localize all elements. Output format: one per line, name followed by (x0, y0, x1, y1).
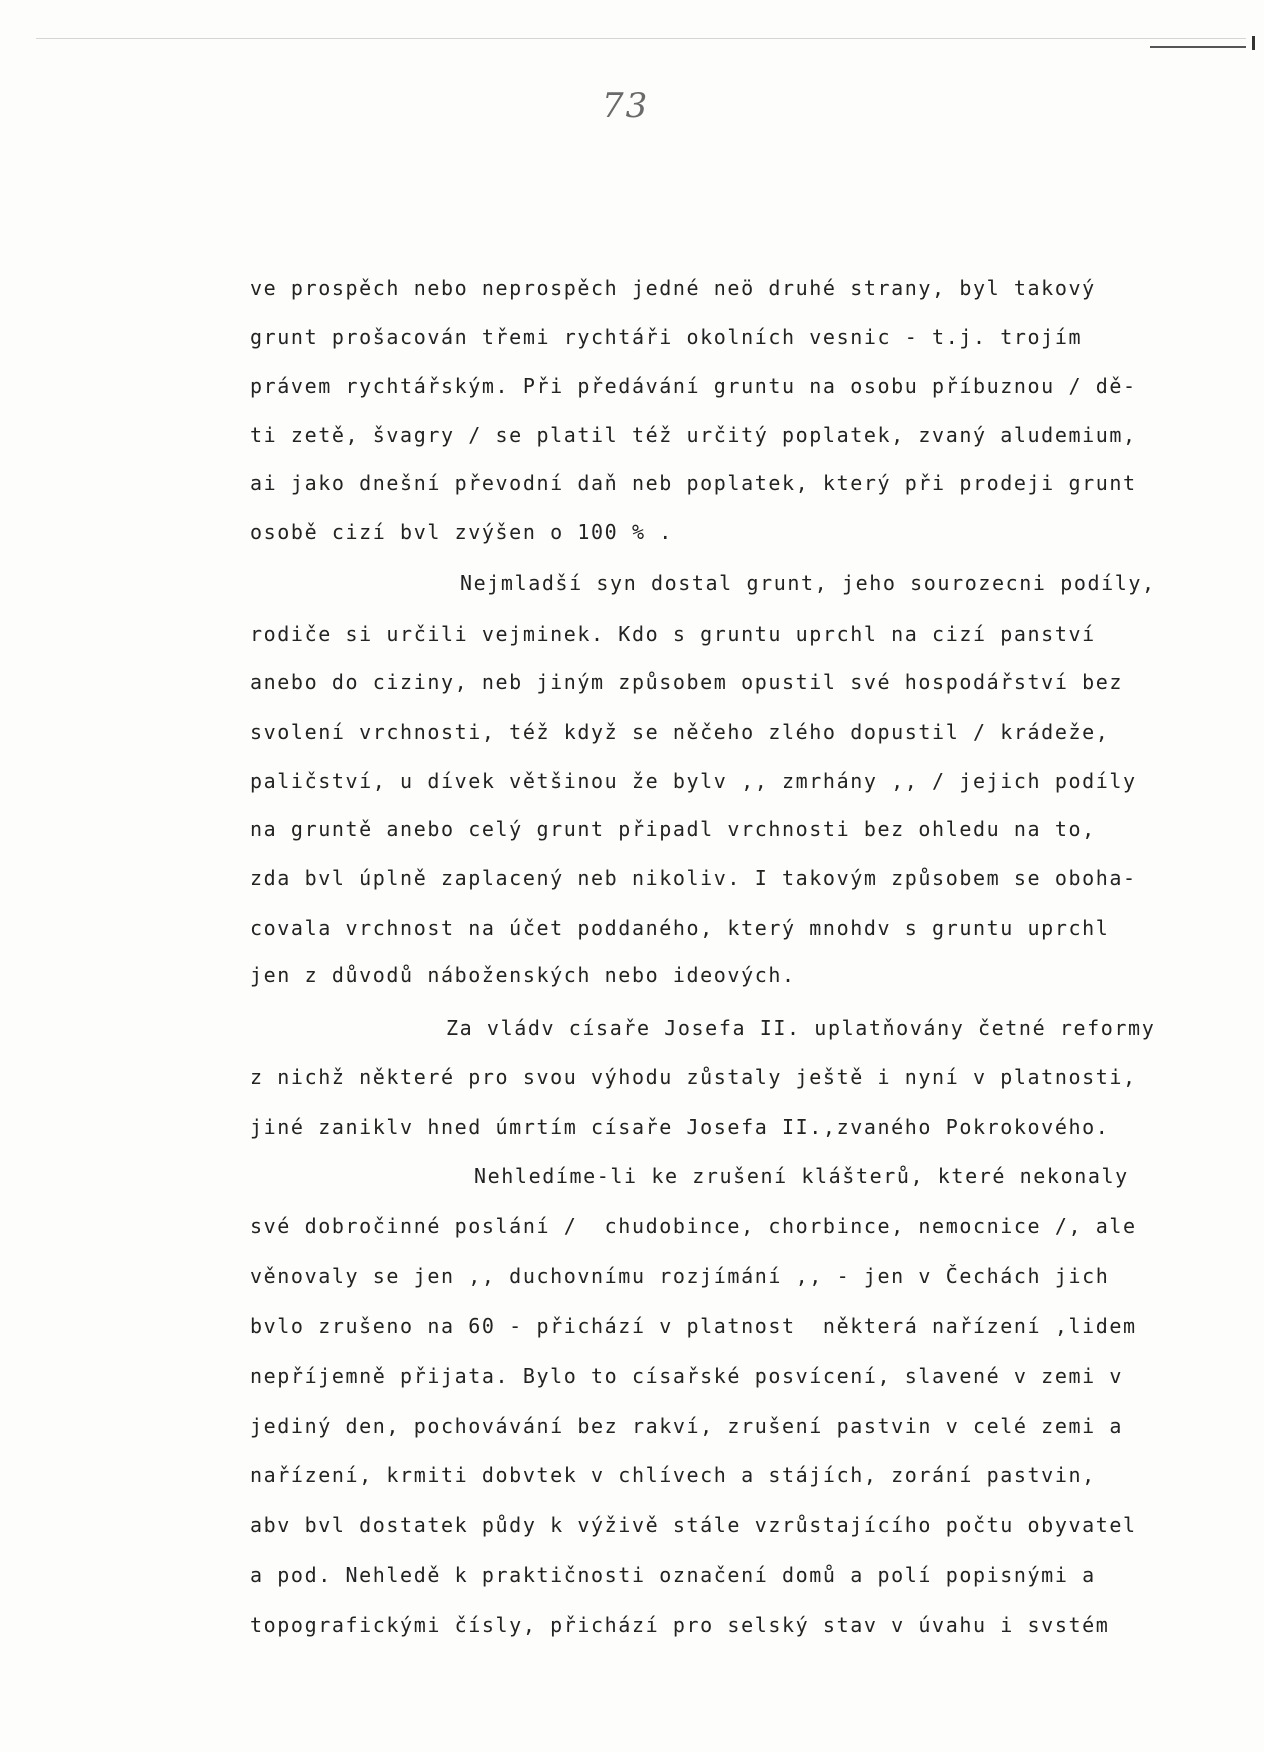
text-line: ai jako dnešní převodní daň neb poplatek, který při prodeji grunt (250, 471, 1137, 495)
text-line: své dobročinné poslání / chudobince, chorbince, nemocnice /, ale (250, 1214, 1137, 1238)
text-line: rodiče si určili vejminek. Kdo s gruntu uprchl na cizí panství (250, 622, 1096, 646)
text-line: paličství, u dívek většinou že bylv ,, zmrhány ,, / jejich podíly (250, 769, 1137, 793)
text-line: právem rychtářským. Při předávání gruntu na osobu příbuznou / dě- (250, 374, 1137, 398)
text-line: osobě cizí bvl zvýšen o 100 % . (250, 520, 673, 544)
page-number: 73 (602, 86, 650, 126)
text-line: ti zetě, švagry / se platil též určitý poplatek, zvaný aludemium, (250, 423, 1137, 447)
text-line: bvlo zrušeno na 60 - přichází v platnost některá nařízení ,lidem (250, 1314, 1137, 1338)
text-line: z nichž některé pro svou výhodu zůstaly ještě i nyní v platnosti, (250, 1065, 1137, 1089)
text-line: abv bvl dostatek půdy k výživě stále vzrůstajícího počtu obyvatel (250, 1513, 1137, 1537)
text-line: jediný den, pochovávání bez rakví, zrušení pastvin v celé zemi a (250, 1414, 1124, 1438)
text-line: anebo do ciziny, neb jiným způsobem opustil své hospodářství bez (250, 670, 1124, 694)
text-line: jiné zaniklv hned úmrtím císaře Josefa II.,zvaného Pokrokového. (250, 1115, 1110, 1139)
text-line: svolení vrchnosti, též když se něčeho zlého dopustil / krádeže, (250, 720, 1110, 744)
text-line: Nehledíme-li ke zrušení klášterů, které nekonaly (474, 1164, 1129, 1188)
text-line: nařízení, krmiti dobvtek v chlívech a stájích, zorání pastvin, (250, 1463, 1096, 1487)
text-line: grunt prošacován třemi rychtáři okolních vesnic - t.j. trojím (250, 325, 1083, 349)
text-line: ve prospěch nebo neprospěch jedné neö druhé strany, byl takový (250, 276, 1096, 300)
text-line: na gruntě anebo celý grunt připadl vrchnosti bez ohledu na to, (250, 817, 1096, 841)
text-line: Za vládv císaře Josefa II. uplatňovány četné reformy (446, 1016, 1156, 1040)
text-line: a pod. Nehledě k praktičnosti označení domů a polí popisnými a (250, 1563, 1096, 1587)
text-line: věnovaly se jen ,, duchovnímu rozjímání ,, - jen v Čechách jich (250, 1264, 1110, 1288)
text-line: Nejmladší syn dostal grunt, jeho sourozecni podíly, (460, 571, 1156, 595)
text-line: jen z důvodů náboženských nebo ideových. (250, 963, 796, 987)
text-line: covala vrchnost na účet poddaného, který mnohdv s gruntu uprchl (250, 916, 1110, 940)
text-line: nepříjemně přijata. Bylo to císařské posvícení, slavené v zemi v (250, 1364, 1124, 1388)
text-line: topografickými čísly, přichází pro selský stav v úvahu i svstém (250, 1613, 1110, 1637)
text-line: zda bvl úplně zaplacený neb nikoliv. I takovým způsobem se oboha- (250, 866, 1137, 890)
